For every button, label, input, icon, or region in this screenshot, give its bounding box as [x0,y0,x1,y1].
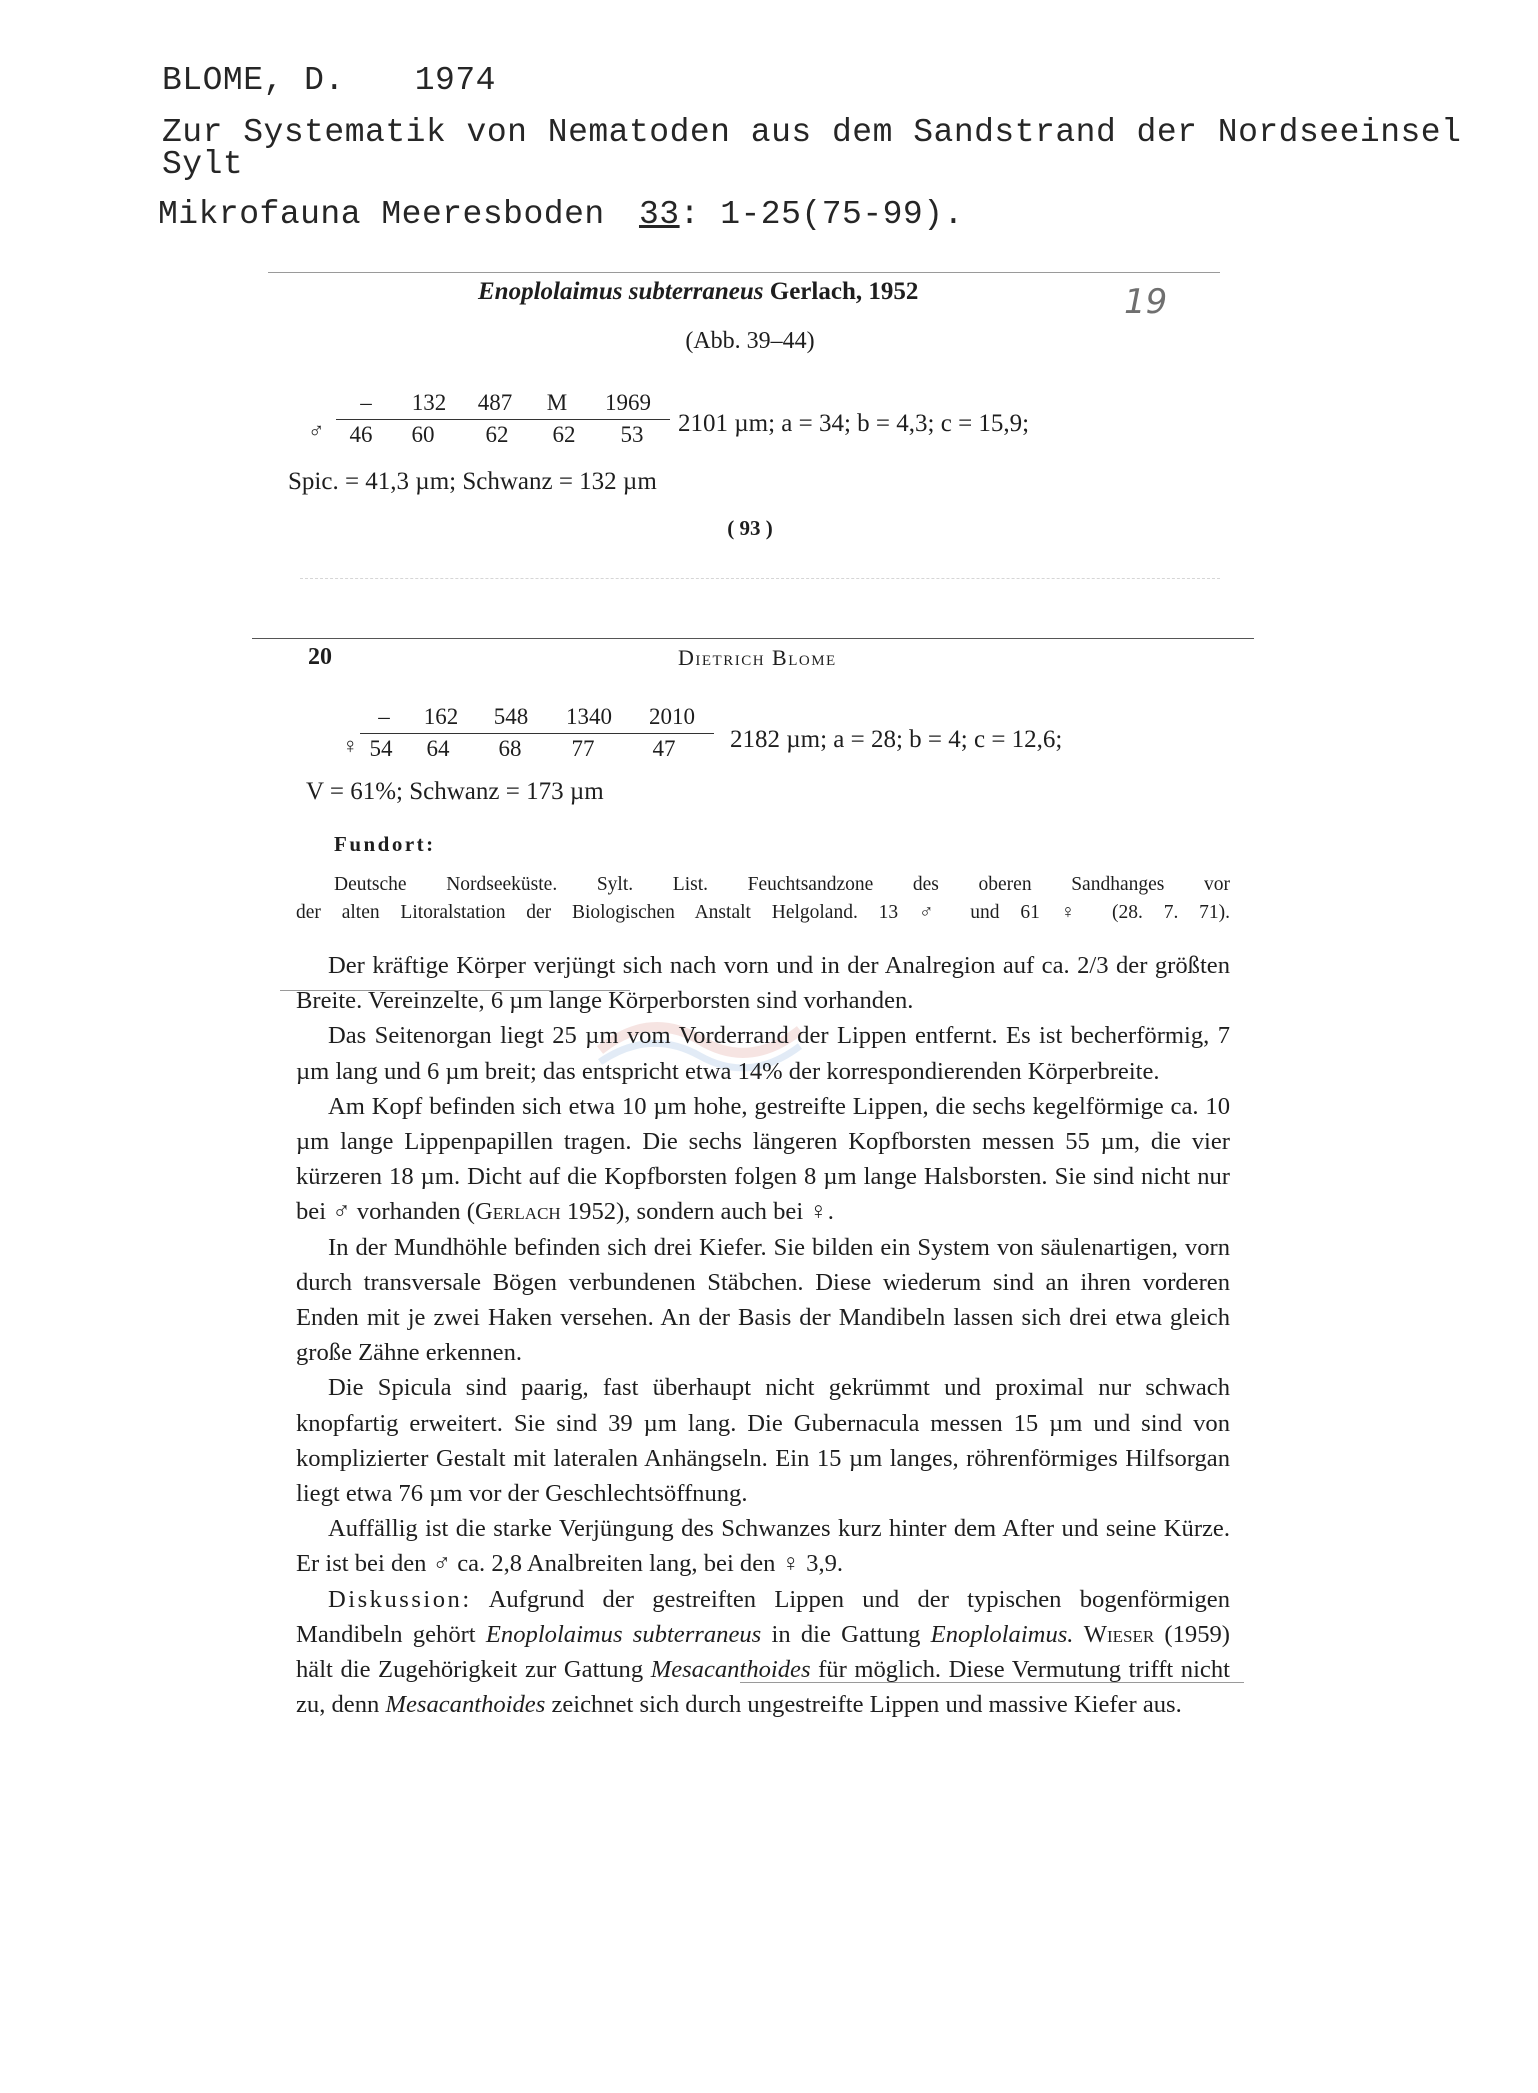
divider-faint [300,578,1220,579]
reference-journal: Mikrofauna Meeresboden [158,196,605,233]
formula-cell: 54 [369,736,393,761]
author-gerlach: Gerlach [474,1198,561,1226]
species-figure-ref: (Abb. 39–44) [685,328,815,354]
female-measures: 2182 µm; a = 28; b = 4; c = 12,6; [730,726,1063,753]
fundort-line2: der alten Litoralstation der Biologischen Anstalt Helgoland. 13 ♂ und 61 ♀ (28. 7. 71). [296,902,1230,923]
species-author: Gerlach, 1952 [769,278,919,305]
species-title [478,278,918,306]
running-head: Dietrich Blome [678,645,837,670]
male-symbol: ♂ [308,418,325,443]
reference-title-line1: Zur Systematik von Nematoden aus dem Sandstrand der Nordseeinsel [162,114,1462,151]
male-formula-top [336,390,670,416]
formula-cell: 62 [485,422,509,447]
genus-mesacanthoides: Mesacanthoides [650,1656,811,1684]
paragraph-body: Der kräftige Körper verjüngt sich nach vorn und in der Analregion auf ca. 2/3 der größten Breite. Vereinzelte, 6 µm lange Körperborsten sind vorhanden. [296,952,1230,1015]
species-name-italic: Enoplolaimus subterraneus [485,1620,762,1648]
female-v-line: V = 61%; Schwanz = 173 µm [306,778,604,805]
formula-cell: 162 [423,704,459,729]
formula-cell: 2010 [649,704,695,729]
page-marker: ( 93 ) [727,516,773,540]
reference-year: 1974 [414,62,496,99]
reference-author: BLOME, D. [162,62,345,99]
paragraph-kopf [296,1089,1230,1230]
text-run: für möglich. Diese Vermutung trifft nicht zu, denn [296,1656,1230,1719]
female-formula-bottom [360,736,714,762]
species-name: Enoplolaimus subterraneus [478,278,764,305]
formula-cell: 1340 [566,704,612,729]
formula-cell: 47 [652,736,676,761]
reference-author-year [162,62,496,99]
female-formula-top [360,704,714,730]
paragraph-diskussion [296,1582,1230,1723]
divider-top [268,272,1220,273]
female-formula [360,704,714,762]
formula-cell: 68 [498,736,522,761]
diskussion-label: Diskussion: [328,1585,472,1613]
text-run: (1959) hält die Zugehörigkeit zur Gattung [296,1620,1230,1684]
formula-cell: 548 [493,704,529,729]
text-run: zeichnet sich durch ungestreifte Lippen und massive Kiefer aus. [545,1691,1182,1719]
text-run: in die Gattung [761,1620,931,1648]
text-run: Aufgrund der gestreiften Lippen und der typischen bogenförmigen Mandibeln gehört [296,1585,1230,1648]
genus-name-italic: Enoplolaimus. [930,1620,1074,1648]
formula-cell: – [360,390,372,415]
handwritten-note: 19 [1124,282,1168,322]
reference-pages: : 1-25(75-99). [679,196,964,233]
female-formula-bar [360,733,714,734]
formula-cell: M [546,390,568,415]
formula-cell: 62 [552,422,576,447]
formula-cell: 46 [349,422,373,447]
male-formula [336,390,670,448]
paragraph-mundhoehle: In der Mundhöhle befinden sich drei Kiefer. Sie bilden ein System von säulenartigen, vorn durch transversale Bögen verbundenen Stäbchen. Diese wiederum sind an ihren vorderen Enden mit je zwei Haken versehen. An der Basis der Mandibeln lassen sich drei etwa gleich große Zähne erkennen. [296,1233,1230,1367]
formula-cell: 1969 [605,390,651,415]
formula-cell: 487 [477,390,513,415]
female-symbol: ♀ [342,733,359,758]
male-spicula: Spic. = 41,3 µm; Schwanz = 132 µm [288,468,657,495]
formula-cell: 60 [411,422,435,447]
formula-cell: – [378,704,390,729]
paragraph-schwanz: Auffällig ist die starke Verjüngung des Schwanzes kurz hinter dem After und seine Kürze. Er ist bei den ♂ ca. 2,8 Analbreiten lang, bei den ♀ 3,9. [296,1515,1230,1578]
text-run: 1952), sondern auch bei ♀. [560,1198,834,1226]
fundort-line1: Deutsche Nordseeküste. Sylt. List. Feuchtsandzone des oberen Sandhanges vor [334,874,1230,895]
paragraph-seitenorgan: Das Seitenorgan liegt 25 µm vom Vorderrand der Lippen entfernt. Es ist becherförmig, 7 µm lang und 6 µm breit; das entspricht etwa 14% der korrespondierenden Körperbreite. [296,1022,1230,1085]
formula-cell: 53 [620,422,644,447]
reference-title-line2: Sylt [162,146,244,183]
male-formula-bar [336,419,670,420]
genus-mesacanthoides: Mesacanthoides [385,1691,546,1719]
text-run: Am Kopf befinden sich etwa 10 µm hohe, gestreifte Lippen, die sechs kegelförmige ca. 10 µm lange Lippenpapillen tragen. Die sechs längeren Kopfborsten messen 55 µm, die vier kürzeren 18 µm. Dicht auf die Kopfborsten folgen 8 µm lange Halsborsten. Sie sind nicht nur bei ♂ vorhanden ( [296,1092,1230,1226]
male-measures: 2101 µm; a = 34; b = 4,3; c = 15,9; [678,410,1030,437]
reference-volume: 33 [638,196,680,233]
formula-cell: 77 [571,736,595,761]
reference-journal-line [158,196,964,233]
author-wieser: Wieser [1083,1620,1155,1648]
paragraph-spicula: Die Spicula sind paarig, fast überhaupt nicht gekrümmt und proximal nur schwach knopfartig erweitert. Sie sind 39 µm lang. Die Gubernacula messen 15 µm und sind von komplizierter Gestalt mit lateralen Anhängseln. Ein 15 µm langes, röhrenförmiges Hilfsorgan liegt etwa 76 µm vor der Geschlechtsöffnung. [296,1374,1230,1508]
fundort-heading: Fundort: [334,832,436,856]
body-text [296,948,1230,1722]
formula-cell: 64 [426,736,450,761]
male-formula-bottom [336,422,670,448]
divider-page-header [252,638,1254,639]
page-number: 20 [308,644,332,670]
formula-cell: 132 [411,390,447,415]
